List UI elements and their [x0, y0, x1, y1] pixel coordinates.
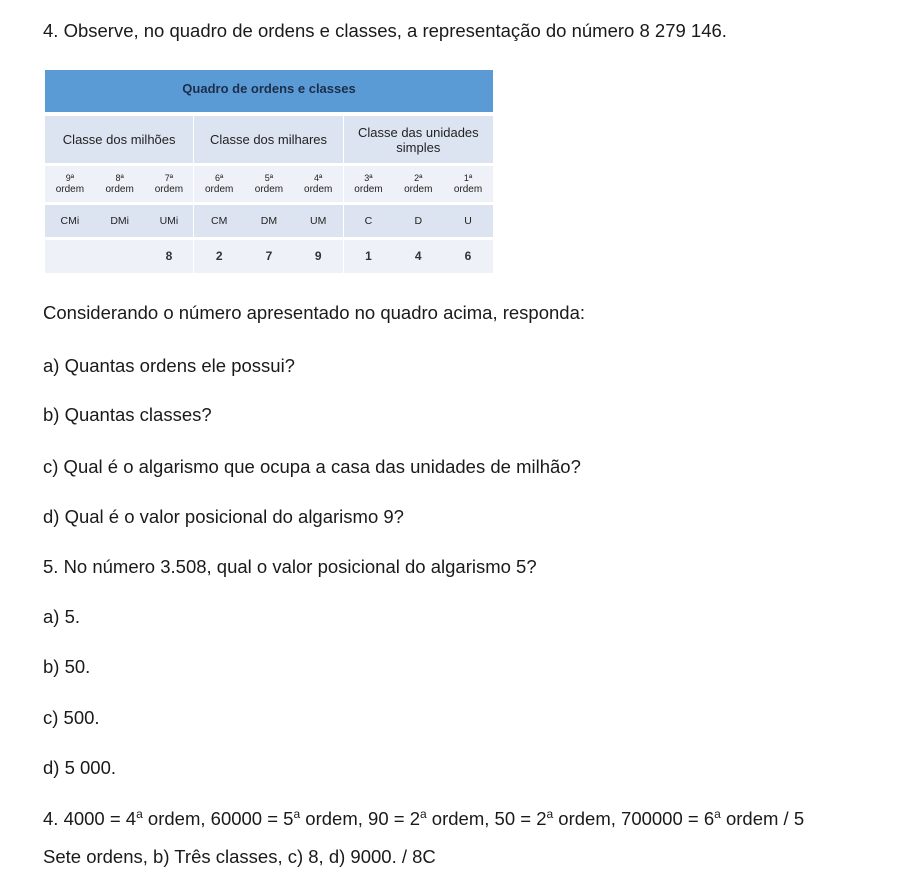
- order-cell: 4ª ordem: [294, 166, 344, 202]
- answer-line-2: Sete ordens, b) Três classes, c) 8, d) 9000. / 8C: [43, 846, 436, 867]
- question-5-option-c: c) 500.: [43, 707, 100, 728]
- digit-cell: [95, 240, 145, 273]
- order-cell: 9ª ordem: [45, 166, 95, 202]
- abbr-cell: U: [443, 205, 493, 237]
- order-cell: 1ª ordem: [443, 166, 493, 202]
- digit-cell: 1: [344, 240, 394, 273]
- question-4-item-d: d) Qual é o valor posicional do algarismo 9?: [43, 506, 404, 527]
- order-row: [45, 166, 493, 202]
- question-5-option-b: b) 50.: [43, 656, 91, 677]
- question-4-item-b: b) Quantas classes?: [43, 404, 212, 425]
- digit-cell: [45, 240, 95, 273]
- class-millions: Classe dos milhões: [45, 116, 194, 163]
- class-header-row: [45, 116, 493, 163]
- abbr-cell: UMi: [145, 205, 195, 237]
- abbreviation-row: [45, 205, 493, 237]
- abbr-cell: DM: [244, 205, 294, 237]
- digit-cell: 8: [145, 240, 195, 273]
- order-cell: 3ª ordem: [344, 166, 394, 202]
- abbr-cell: DMi: [95, 205, 145, 237]
- question-5-option-d: d) 5 000.: [43, 757, 117, 778]
- question-4-intro: Considerando o número apresentado no quadro acima, responda:: [43, 302, 586, 323]
- order-cell: 5ª ordem: [244, 166, 294, 202]
- digit-cell: 6: [443, 240, 493, 273]
- digit-cell: 7: [244, 240, 294, 273]
- table-title: Quadro de ordens e classes: [45, 70, 493, 112]
- abbr-cell: D: [393, 205, 443, 237]
- class-thousands: Classe dos milhares: [194, 116, 343, 163]
- order-cell: 6ª ordem: [194, 166, 244, 202]
- question-5-option-a: a) 5.: [43, 606, 81, 627]
- abbr-cell: C: [344, 205, 394, 237]
- abbr-cell: UM: [294, 205, 344, 237]
- abbr-cell: CMi: [45, 205, 95, 237]
- order-cell: 8ª ordem: [95, 166, 145, 202]
- digit-cell: 4: [393, 240, 443, 273]
- digit-cell: 2: [194, 240, 244, 273]
- answer-line-1: 4. $4000 = 4^a$ ordem, $60000 = 5^a$ ordem, $90 = 2^a$ ordem, $50 = 2^a$ ordem, $700000 = 6^a$ ordem / 5: [43, 808, 805, 829]
- question-4-item-a: a) Quantas ordens ele possui?: [43, 355, 295, 376]
- digit-row: [45, 240, 493, 273]
- question-4-title: 4. Observe, no quadro de ordens e classes, a representação do número 8 279 146.: [43, 20, 727, 41]
- question-4-item-c: c) Qual é o algarismo que ocupa a casa das unidades de milhão?: [43, 456, 581, 477]
- class-units: Classe das unidades simples: [344, 116, 493, 163]
- question-5-title: 5. No número 3.508, qual o valor posicional do algarismo 5?: [43, 556, 537, 577]
- abbr-cell: CM: [194, 205, 244, 237]
- orders-classes-table: [45, 70, 493, 273]
- order-cell: 7ª ordem: [145, 166, 195, 202]
- order-cell: 2ª ordem: [393, 166, 443, 202]
- digit-cell: 9: [294, 240, 344, 273]
